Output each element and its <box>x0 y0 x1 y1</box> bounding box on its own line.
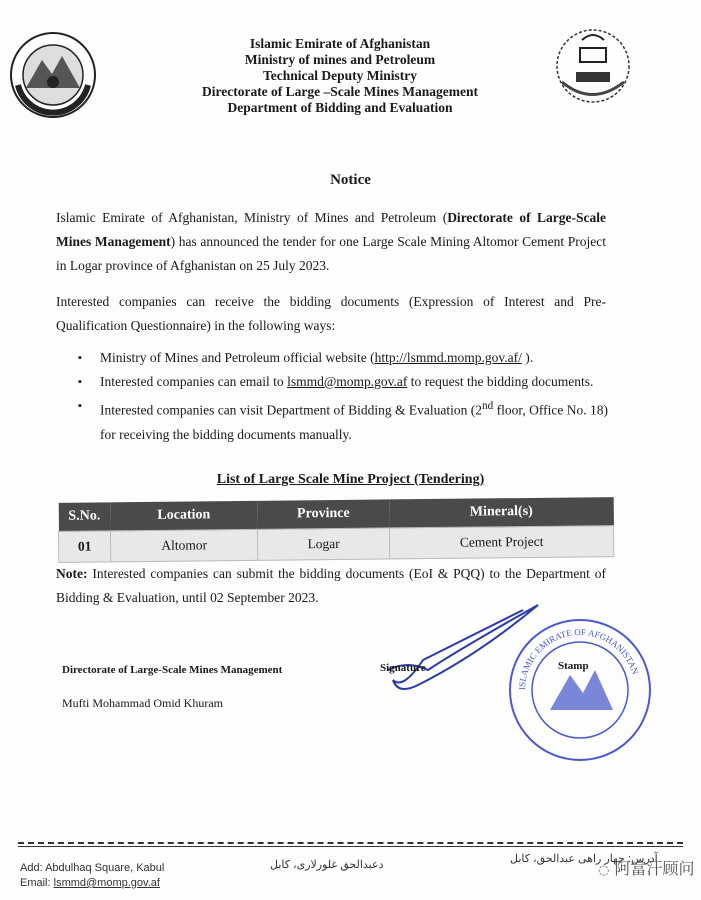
footer-email-link[interactable]: lsmmd@momp.gov.af <box>53 877 160 889</box>
column-header: Location <box>110 501 257 531</box>
table-cell: Logar <box>257 528 389 560</box>
table-cell: Cement Project <box>389 526 613 559</box>
item-text: Interested companies can visit Department of Bidding & Evaluation (2 <box>100 402 483 418</box>
stamp-text: ISLAMIC EMIRATE OF AFGHANISTAN <box>516 626 641 691</box>
paragraph-text: ) has announced the tender for one Large Scale Mining Altomor Cement Project in Logar province of Afghanistan on 25 July 2023. <box>56 234 606 273</box>
project-table <box>58 497 615 563</box>
note-text: Interested companies can submit the bidding documents (EoI & PQQ) to the Department of Bidding & Evaluation, until 02 September 2023. <box>56 566 606 605</box>
signatory-directorate: Directorate of Large-Scale Mines Management <box>62 664 283 676</box>
header-line: Technical Deputy Ministry <box>262 68 417 83</box>
column-header: Province <box>257 499 389 529</box>
superscript: nd <box>482 400 494 412</box>
table-cell: 01 <box>58 531 110 563</box>
footer-address: Add: Abdulhaq Square, Kabul <box>20 862 165 874</box>
item-text: ). <box>521 350 534 365</box>
header-line: Islamic Emirate of Afghanistan <box>249 36 431 51</box>
list-item <box>78 370 618 394</box>
column-header: Mineral(s) <box>389 497 613 528</box>
signatory-name: Mufti Mohammad Omid Khuram <box>62 696 223 710</box>
footer-divider <box>18 842 683 844</box>
email-label: Email: <box>20 877 54 889</box>
item-text: floor, Office No. 18) for receiving the bidding documents manually. <box>100 402 608 442</box>
item-text: to request the bidding documents. <box>407 374 594 389</box>
ways-list <box>78 346 618 447</box>
column-header: S.No. <box>58 502 110 531</box>
official-stamp <box>505 615 655 770</box>
signature-label: Signature <box>380 662 426 674</box>
chat-icon: ◌ <box>598 863 610 878</box>
footer-address-pashto: دعبدالحق غلورلاری، کابل <box>270 859 384 871</box>
header-line: Department of Bidding and Evaluation <box>227 100 453 115</box>
website-link[interactable]: http://lsmmd.momp.gov.af/ <box>374 350 522 365</box>
letterhead <box>120 36 560 116</box>
list-item <box>78 394 618 447</box>
item-text: Interested companies can email to <box>100 374 288 389</box>
directorate-name: Directorate of Large-Scale Mines Management <box>56 210 606 249</box>
note-label: Note: <box>56 566 88 581</box>
intro-paragraph <box>56 206 606 278</box>
header-line: Directorate of Large –Scale Mines Management <box>201 84 479 99</box>
list-item <box>78 346 618 370</box>
footer-email <box>20 877 160 889</box>
ministry-logo <box>8 30 98 120</box>
paragraph-text: Islamic Emirate of Afghanistan, Ministry of Mines and Petroleum ( <box>56 210 448 225</box>
email-link[interactable]: lsmmd@momp.gov.af <box>287 374 408 389</box>
footer-divider <box>18 846 683 847</box>
stamp-label: Stamp <box>558 660 589 672</box>
table-row <box>58 526 613 563</box>
table-cell: Altomor <box>110 529 257 562</box>
footer-address-dari: آدرس: چهار راهی عبدالحق، کابل <box>510 853 658 865</box>
header-line: Ministry of mines and Petroleum <box>244 52 436 67</box>
item-text: Ministry of Mines and Petroleum official website ( <box>100 350 375 365</box>
instructions-paragraph: Interested companies can receive the bidding documents (Expression of Interest and Pre-Qualification Questionnaire) in the following ways: <box>56 294 606 333</box>
table-title: List of Large Scale Mine Project (Tendering) <box>216 472 485 487</box>
notice-title: Notice <box>330 172 371 188</box>
watermark-text: 阿富汗顾问 <box>614 859 695 878</box>
watermark <box>598 856 694 879</box>
emirate-emblem <box>552 22 634 110</box>
